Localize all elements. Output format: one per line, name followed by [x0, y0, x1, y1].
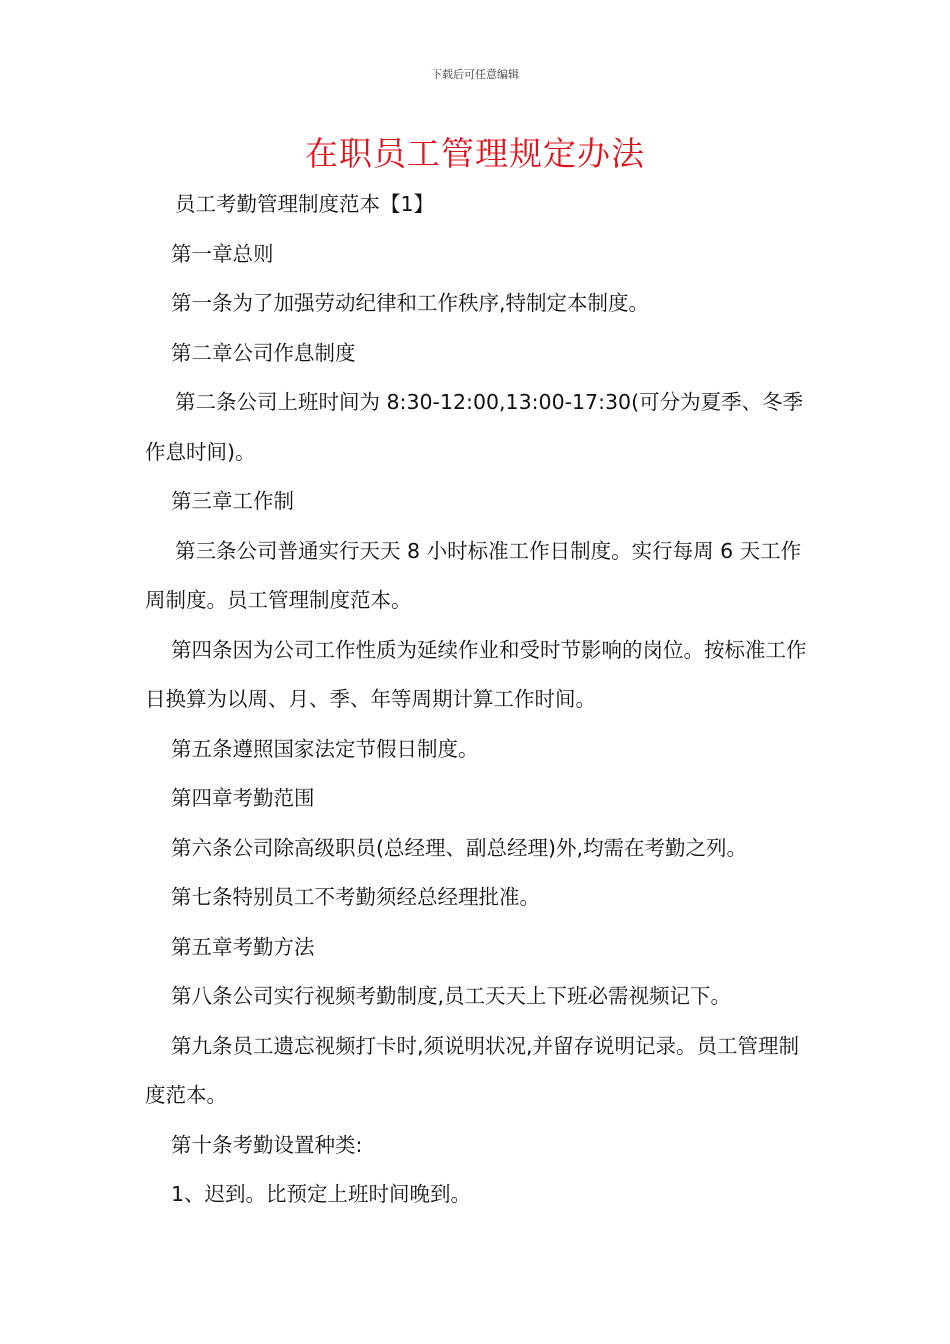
article-paragraph: 第七条特别员工不考勤须经总经理批准。 [171, 885, 540, 909]
section-heading: 员工考勤管理制度范本【1】 [175, 192, 435, 216]
header-note: 下载后可任意编辑 [431, 68, 519, 81]
article-paragraph: 第二条公司上班时间为 8:30-12:00,13:00-17:30(可分为夏季、冬季作息时间)。 [145, 390, 804, 464]
document-body [145, 180, 810, 1220]
article-paragraph: 第六条公司除高级职员(总经理、副总经理)外,均需在考勤之列。 [171, 835, 748, 860]
article-paragraph: 第三条公司普通实行天天 8 小时标准工作日制度。实行每周 6 天工作周制度。员工管理制度范本。 [145, 538, 802, 612]
chapter-heading: 第四章考勤范围 [171, 786, 315, 810]
article-paragraph: 第一条为了加强劳动纪律和工作秩序,特制定本制度。 [171, 291, 650, 315]
list-item: 1、迟到。比预定上班时间晚到。 [171, 1182, 472, 1206]
chapter-heading: 第三章工作制 [171, 489, 294, 513]
chapter-heading: 第二章公司作息制度 [171, 340, 356, 365]
article-paragraph: 第八条公司实行视频考勤制度,员工天天上下班必需视频记下。 [171, 984, 732, 1008]
article-paragraph: 第四条因为公司工作性质为延续作业和受时节影响的岗位。按标准工作日换算为以周、月、季、年等周期计算工作时间。 [145, 637, 807, 711]
chapter-heading: 第一章总则 [171, 241, 274, 266]
article-paragraph: 第九条员工遗忘视频打卡时,须说明状况,并留存说明记录。员工管理制度范本。 [145, 1033, 800, 1107]
article-paragraph: 第五条遵照国家法定节假日制度。 [171, 736, 479, 761]
document-title: 在职员工管理规定办法 [305, 134, 645, 173]
article-paragraph: 第十条考勤设置种类: [171, 1132, 363, 1157]
chapter-heading: 第五章考勤方法 [171, 934, 315, 959]
